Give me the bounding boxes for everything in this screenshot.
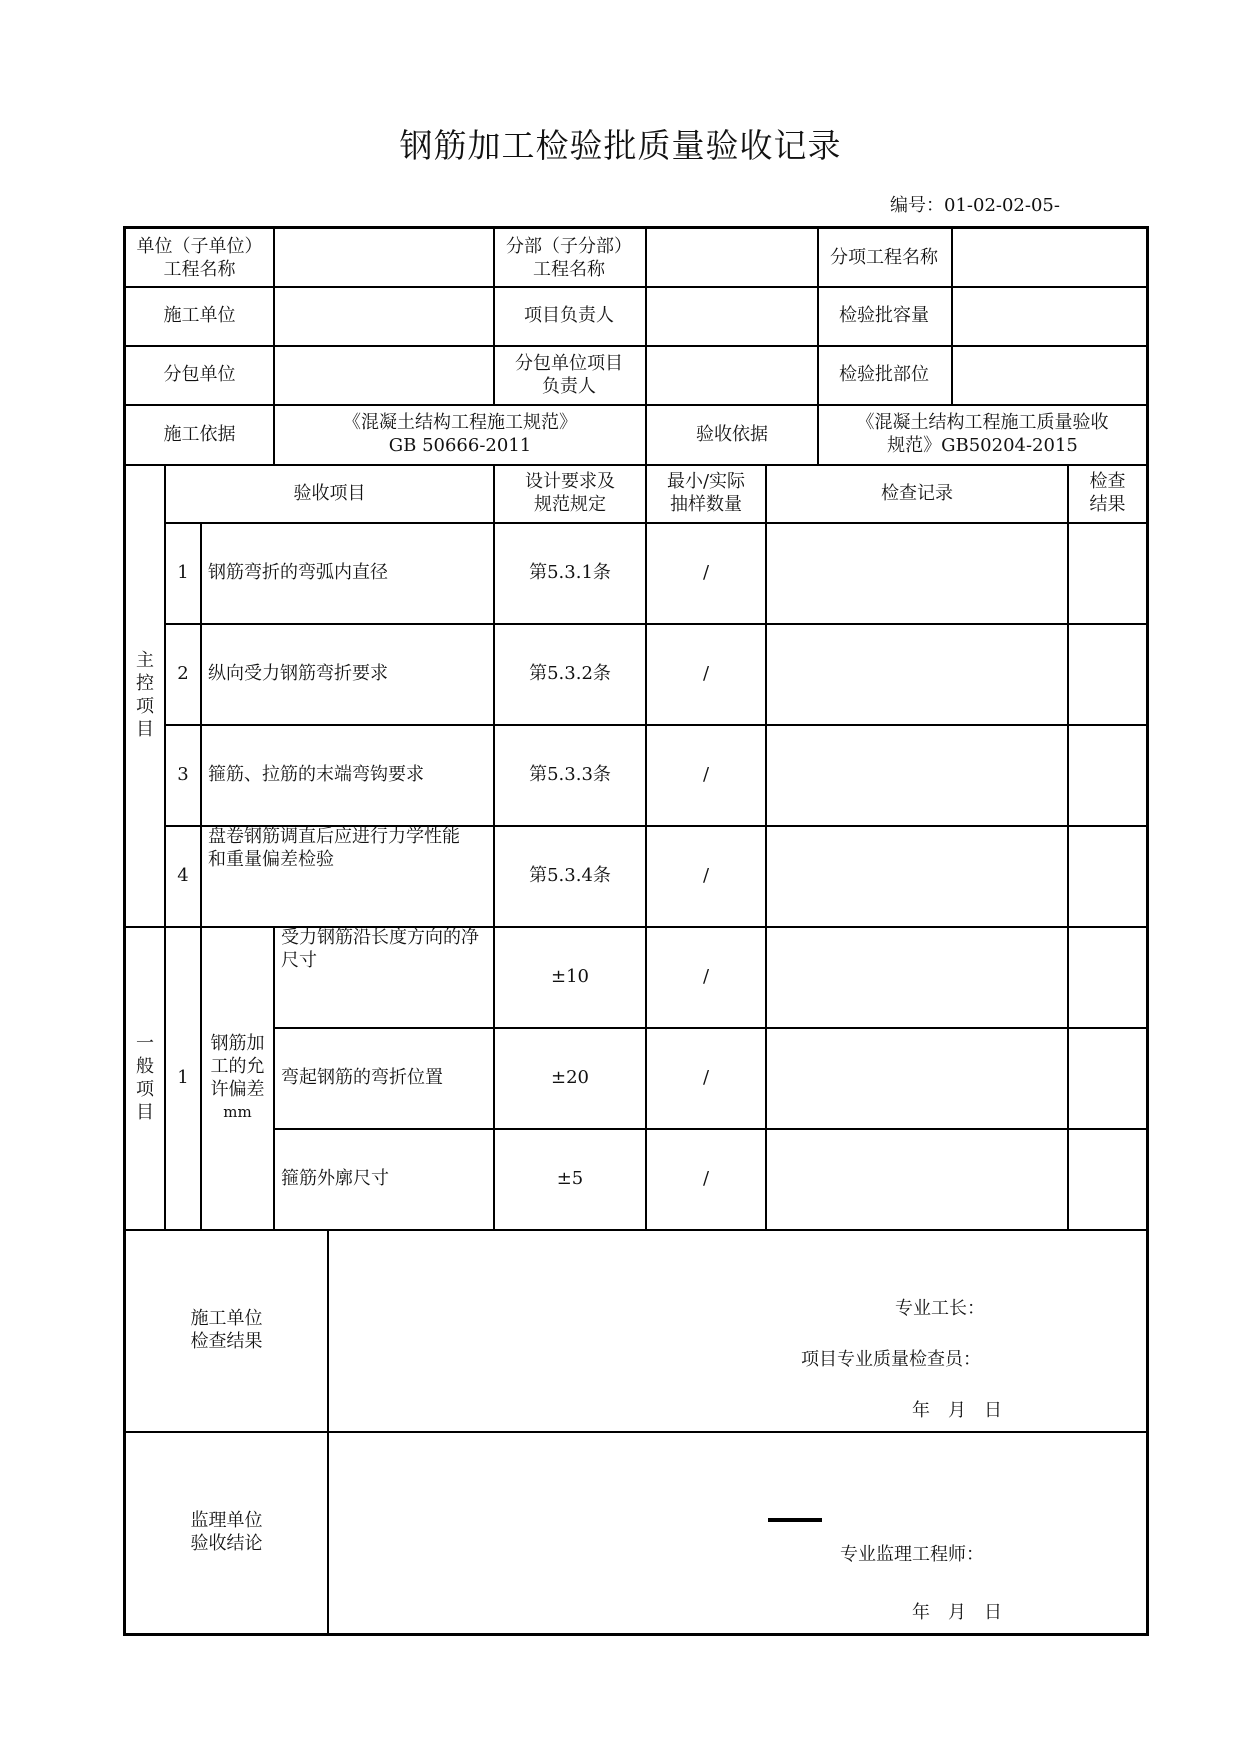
col-item-header: 验收项目	[293, 482, 366, 504]
main-item-result[interactable]	[1069, 623, 1146, 724]
general-item-sample[interactable]: /	[702, 966, 710, 987]
doc-number-value: 01-02-02-05-	[944, 195, 1060, 216]
doc-number-label: 编号：	[890, 195, 944, 216]
contractor-date-label: 年 月 日	[912, 1400, 1002, 1421]
general-item-name: 箍筋外廓尺寸	[281, 1168, 389, 1189]
construction-basis-label: 施工依据	[163, 423, 236, 445]
general-item-name: 弯起钢筋的弯折位置	[281, 1067, 443, 1088]
batch-capacity-field[interactable]	[953, 286, 1146, 345]
main-item-name: 钢筋弯折的弯弧内直径	[208, 562, 388, 583]
general-label: 一 般 项 目	[136, 1032, 154, 1123]
main-item-result[interactable]	[1069, 522, 1146, 623]
general-item-record[interactable]	[767, 1027, 1067, 1128]
main-item-spec: 第5.3.4条	[529, 865, 611, 886]
subcontractor-field[interactable]	[275, 345, 493, 404]
general-item-no: 1	[177, 1067, 189, 1088]
main-item-record[interactable]	[767, 724, 1067, 825]
main-item-result[interactable]	[1069, 724, 1146, 825]
dash-mark	[768, 1518, 822, 1522]
foreman-label: 专业工长：	[895, 1298, 985, 1319]
general-item-spec: ±5	[556, 1168, 584, 1189]
batch-location-label: 检验批部位	[839, 364, 929, 385]
sub-manager-label: 分包单位项目 负责人	[515, 352, 623, 397]
general-item-result[interactable]	[1069, 1027, 1146, 1128]
contractor-result-area[interactable]	[329, 1229, 1146, 1431]
sub-manager-field[interactable]	[647, 345, 817, 404]
main-item-sample[interactable]: /	[702, 764, 710, 785]
division-name-label: 分部（子分部） 工程名称	[506, 235, 632, 280]
general-item-record[interactable]	[767, 1128, 1067, 1229]
general-item-sample[interactable]: /	[702, 1067, 710, 1088]
acceptance-basis-value: 《混凝土结构工程施工质量验收 规范》GB50204-2015	[856, 412, 1109, 456]
subcontractor-label: 分包单位	[163, 364, 236, 385]
general-item-name: 受力钢筋沿长度方向的净 尺寸	[281, 927, 479, 971]
contractor-label: 施工单位	[163, 305, 236, 326]
general-item-sample[interactable]: /	[702, 1168, 710, 1189]
main-item-record[interactable]	[767, 522, 1067, 623]
main-item-name: 纵向受力钢筋弯折要求	[208, 663, 388, 684]
col-design-header: 设计要求及 规范规定	[525, 471, 615, 515]
main-item-result[interactable]	[1069, 825, 1146, 926]
main-item-no: 4	[177, 865, 189, 886]
main-control-label: 主 控 项 目	[136, 650, 154, 740]
batch-capacity-label: 检验批容量	[839, 305, 929, 326]
main-item-no: 2	[177, 663, 189, 684]
supervising-engineer-label: 专业监理工程师：	[840, 1544, 984, 1565]
col-result-header: 检查 结果	[1089, 471, 1126, 515]
general-group-label: 钢筋加 工的允 许偏差 mm	[210, 1032, 265, 1121]
subitem-name-label: 分项工程名称	[830, 247, 938, 268]
supervisor-result-label: 监理单位 验收结论	[190, 1510, 263, 1554]
main-item-sample[interactable]: /	[702, 663, 710, 684]
main-item-spec: 第5.3.1条	[529, 562, 611, 583]
main-item-name: 箍筋、拉筋的末端弯钩要求	[208, 764, 424, 785]
subitem-name-field[interactable]	[953, 229, 1146, 286]
doc-number	[890, 191, 1060, 217]
general-item-record[interactable]	[767, 926, 1067, 1027]
contractor-result-label: 施工单位 检查结果	[190, 1308, 263, 1352]
batch-location-field[interactable]	[953, 345, 1146, 404]
main-item-sample[interactable]: /	[702, 865, 710, 886]
main-item-spec: 第5.3.3条	[529, 764, 611, 785]
unit-name-label: 单位（子单位） 工程名称	[136, 235, 263, 280]
acceptance-basis-label: 验收依据	[696, 423, 768, 445]
acceptance-form	[123, 226, 1149, 1636]
project-manager-label: 项目负责人	[524, 305, 614, 326]
general-item-result[interactable]	[1069, 1128, 1146, 1229]
col-sample-header: 最小/实际 抽样数量	[666, 471, 746, 515]
general-item-spec: ±10	[551, 966, 589, 987]
main-item-spec: 第5.3.2条	[529, 663, 611, 684]
division-name-field[interactable]	[647, 229, 817, 286]
contractor-field[interactable]	[275, 286, 493, 345]
form-title: 钢筋加工检验批质量验收记录	[399, 126, 842, 165]
construction-basis-value: 《混凝土结构工程施工规范》 GB 50666-2011	[343, 412, 577, 456]
project-manager-field[interactable]	[647, 286, 817, 345]
main-item-record[interactable]	[767, 825, 1067, 926]
general-item-result[interactable]	[1069, 926, 1146, 1027]
supervisor-result-area[interactable]	[329, 1433, 1146, 1633]
main-item-name: 盘卷钢筋调直后应进行力学性能 和重量偏差检验	[208, 826, 460, 870]
main-item-no: 3	[177, 764, 189, 785]
supervisor-date-label: 年 月 日	[912, 1602, 1002, 1623]
main-item-sample[interactable]: /	[702, 562, 710, 583]
quality-inspector-label: 项目专业质量检查员：	[801, 1349, 981, 1370]
col-record-header: 检查记录	[881, 482, 953, 504]
unit-name-field[interactable]	[275, 229, 493, 286]
main-item-record[interactable]	[767, 623, 1067, 724]
main-item-no: 1	[177, 562, 189, 583]
general-item-spec: ±20	[551, 1067, 589, 1088]
